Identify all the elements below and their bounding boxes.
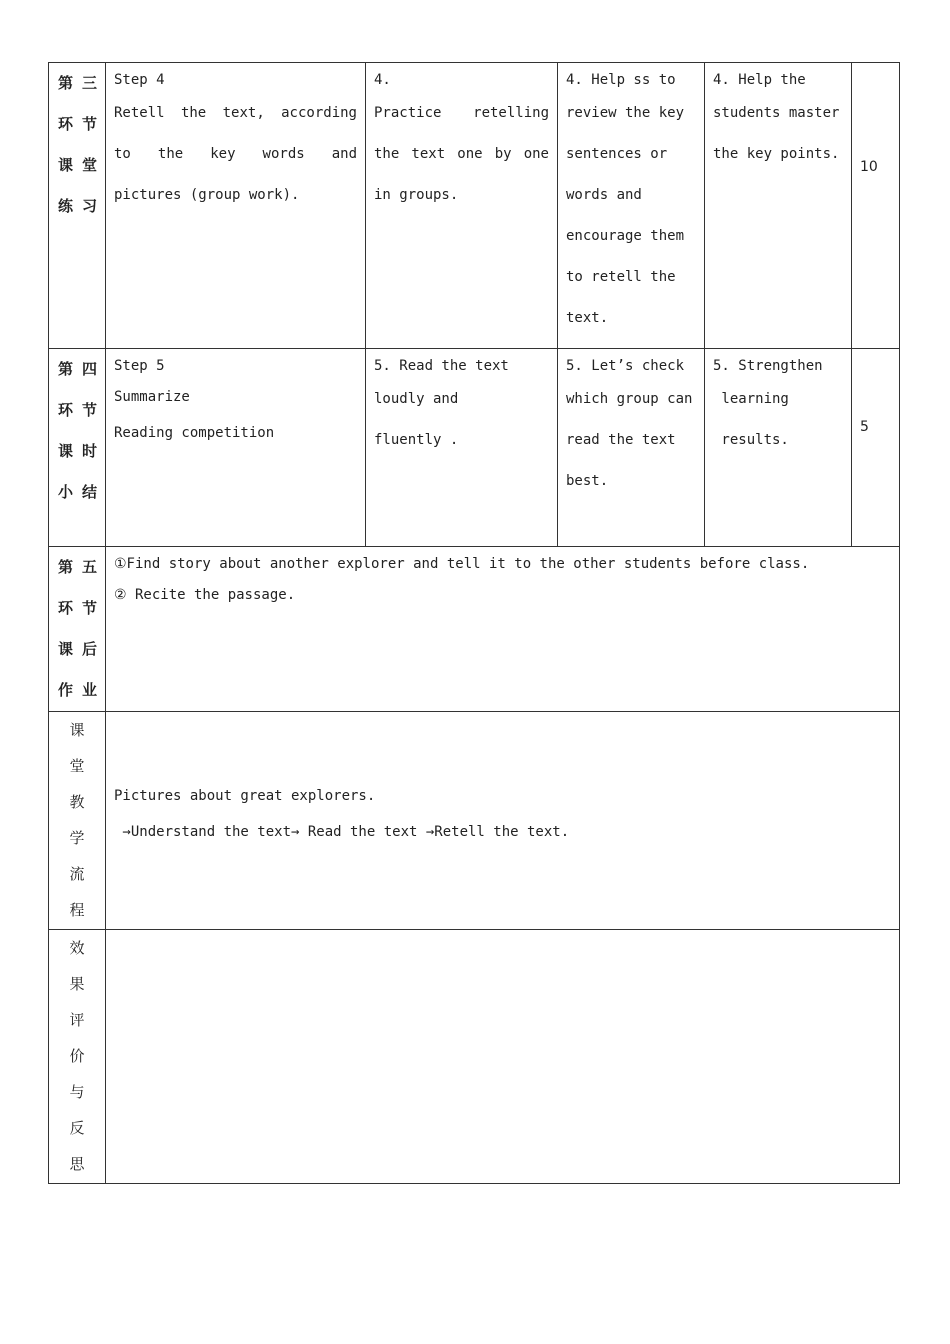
section-header-summary: 第四 环节 课时 小结 [49,349,106,547]
teaching-step-cell: Step 4 Retell the text, according to the key words and pictures (group work). [106,63,366,349]
design-intent-cell: 4. Help the students master the key points. [705,63,852,349]
design-intent-cell: 5. Strengthen learning results. [705,349,852,547]
section-header-practice: 第三 环节 课堂 练习 [49,63,106,349]
table-row-practice [49,63,900,349]
teacher-activity-cell: 4. Help ss to review the key sentences or words and encourage them to retell the text. [558,63,705,349]
section-header-flow: 课 堂 教 学 流 程 [49,712,106,930]
table-row-summary [49,349,900,547]
lesson-plan-table [48,62,900,1184]
student-activity-cell: 4. Practice retelling the text one by one in groups. [366,63,558,349]
flow-cell: Pictures about great explorers. →Understand the text→ Read the text →Retell the text. [106,712,900,930]
section-header-homework: 第五 环节 课后 作业 [49,547,106,712]
table-row-flow [49,712,900,930]
section-header-reflection: 效 果 评 价 与 反 思 [49,930,106,1184]
reflection-cell [106,930,900,1184]
time-cell: 5 [852,349,900,547]
teaching-step-cell: Step 5 Summarize Reading competition [106,349,366,547]
student-activity-cell: 5. Read the text loudly and fluently . [366,349,558,547]
homework-cell: ①Find story about another explorer and tell it to the other students before class. ② Recite the passage. [106,547,900,712]
teacher-activity-cell: 5. Let’s check which group can read the text best. [558,349,705,547]
table-row-reflection [49,930,900,1184]
table-row-homework [49,547,900,712]
time-cell: 10 [852,63,900,349]
